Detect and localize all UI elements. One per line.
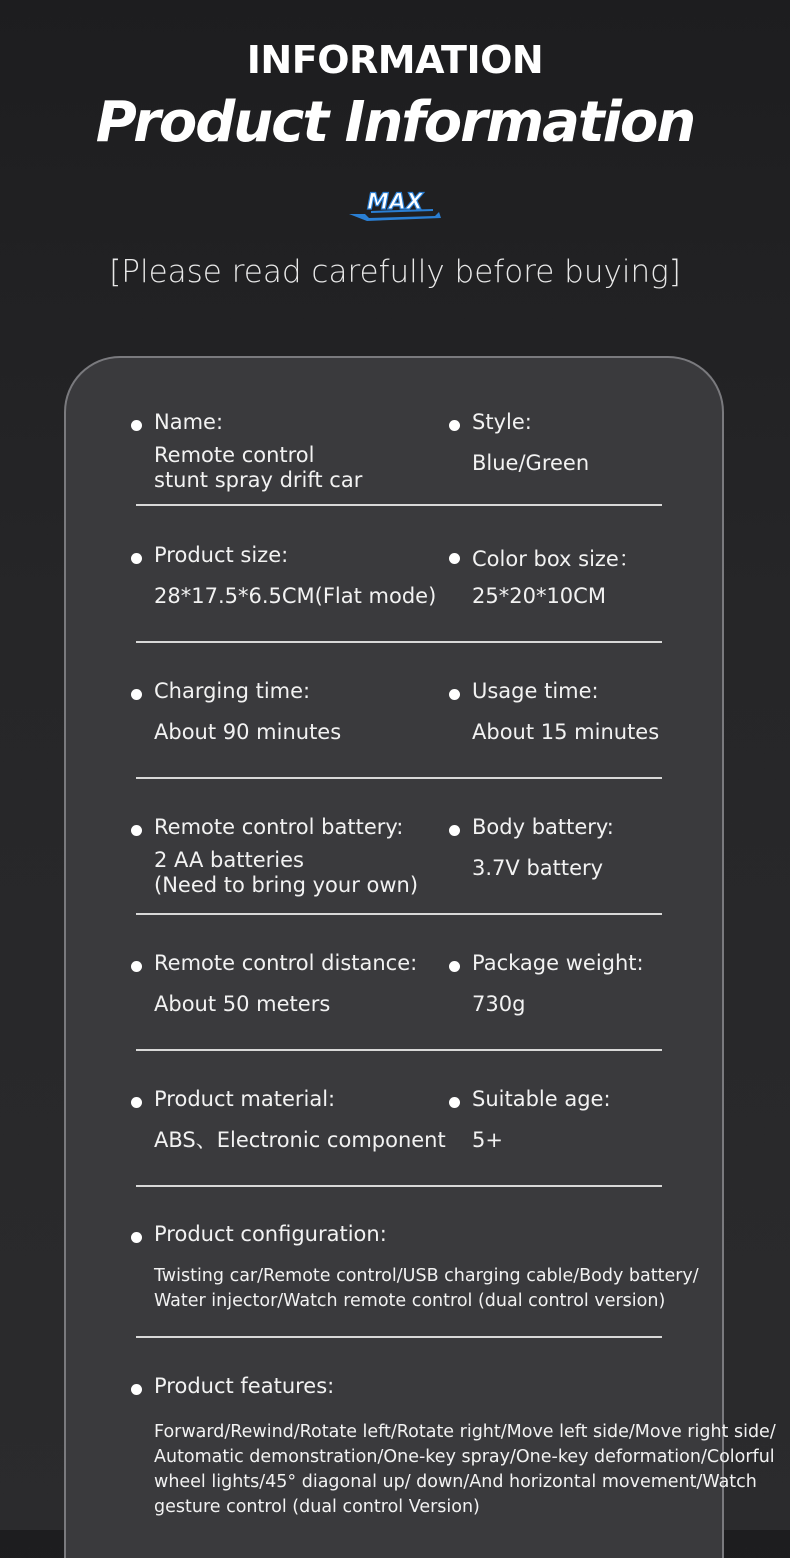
features-line: wheel lights/45° diagonal up/ down/And horizontal movement/Watch <box>154 1472 757 1492</box>
spec-value: 2 AA batteries <box>154 848 304 872</box>
spec-value: stunt spray drift car <box>154 468 363 492</box>
divider <box>136 777 662 779</box>
spec-label: Product material: <box>154 1087 336 1111</box>
divider <box>136 913 662 915</box>
spec-value: About 50 meters <box>154 992 331 1016</box>
spec-row <box>136 815 662 915</box>
configuration-line: Water injector/Watch remote control (dual control version) <box>154 1291 666 1311</box>
spec-row <box>136 1087 662 1187</box>
divider <box>136 1336 662 1338</box>
spec-value: ABS、Electronic component <box>154 1128 446 1152</box>
spec-value: (Need to bring your own) <box>154 873 419 897</box>
section-eyebrow: INFORMATION <box>246 38 544 82</box>
spec-value: About 90 minutes <box>154 720 342 744</box>
spec-value: 25*20*10CM <box>472 584 606 608</box>
spec-label: Remote control battery: <box>154 815 404 839</box>
divider <box>136 641 662 643</box>
bullet-icon <box>131 961 142 972</box>
bullet-icon <box>131 825 142 836</box>
bullet-icon <box>449 689 460 700</box>
subtitle: [Please read carefully before buying] <box>109 254 681 290</box>
features-line: gesture control (dual control Version) <box>154 1497 480 1517</box>
spec-value: 28*17.5*6.5CM(Flat mode) <box>154 584 437 608</box>
spec-value: 730g <box>472 992 526 1016</box>
spec-label: Name: <box>154 410 224 434</box>
configuration-label: Product configuration: <box>154 1222 387 1246</box>
features-line: Forward/Rewind/Rotate left/Rotate right/Move left side/Move right side/ <box>154 1422 776 1442</box>
bullet-icon <box>131 1384 142 1395</box>
max-logo <box>345 186 445 226</box>
divider <box>136 504 662 506</box>
spec-label: Style: <box>472 410 532 434</box>
spec-row <box>136 951 662 1051</box>
spec-row <box>136 410 662 510</box>
configuration-section <box>136 1222 699 1342</box>
spec-value: About 15 minutes <box>472 720 660 744</box>
bullet-icon <box>131 689 142 700</box>
spec-value: Blue/Green <box>472 451 590 475</box>
spec-value: 5+ <box>472 1128 503 1152</box>
bullet-icon <box>449 420 460 431</box>
bullet-icon <box>449 553 460 564</box>
divider <box>136 1049 662 1051</box>
spec-label: Color box size： <box>472 547 640 571</box>
features-label: Product features: <box>154 1374 335 1398</box>
bullet-icon <box>449 825 460 836</box>
svg-text:MAX: MAX <box>367 190 423 215</box>
spec-label: Remote control distance: <box>154 951 418 975</box>
bullet-icon <box>449 961 460 972</box>
spec-label: Product size: <box>154 543 289 567</box>
spec-label: Charging time: <box>154 679 311 703</box>
spec-row <box>136 543 662 643</box>
bullet-icon <box>131 1232 142 1243</box>
bullet-icon <box>131 1097 142 1108</box>
spec-label: Suitable age: <box>472 1087 611 1111</box>
page-title: Product Information <box>95 90 695 155</box>
configuration-line: Twisting car/Remote control/USB charging cable/Body battery/ <box>154 1266 699 1286</box>
spec-label: Body battery: <box>472 815 614 839</box>
bullet-icon <box>449 1097 460 1108</box>
spec-label: Package weight: <box>472 951 644 975</box>
spec-value: 3.7V battery <box>472 856 604 880</box>
features-line: Automatic demonstration/One-key spray/One-key deformation/Colorful <box>154 1447 775 1467</box>
bullet-icon <box>131 420 142 431</box>
spec-value: Remote control <box>154 443 315 467</box>
bullet-icon <box>131 553 142 564</box>
features-section <box>136 1374 776 1524</box>
spec-label: Usage time: <box>472 679 599 703</box>
spec-row <box>136 679 662 779</box>
divider <box>136 1185 662 1187</box>
